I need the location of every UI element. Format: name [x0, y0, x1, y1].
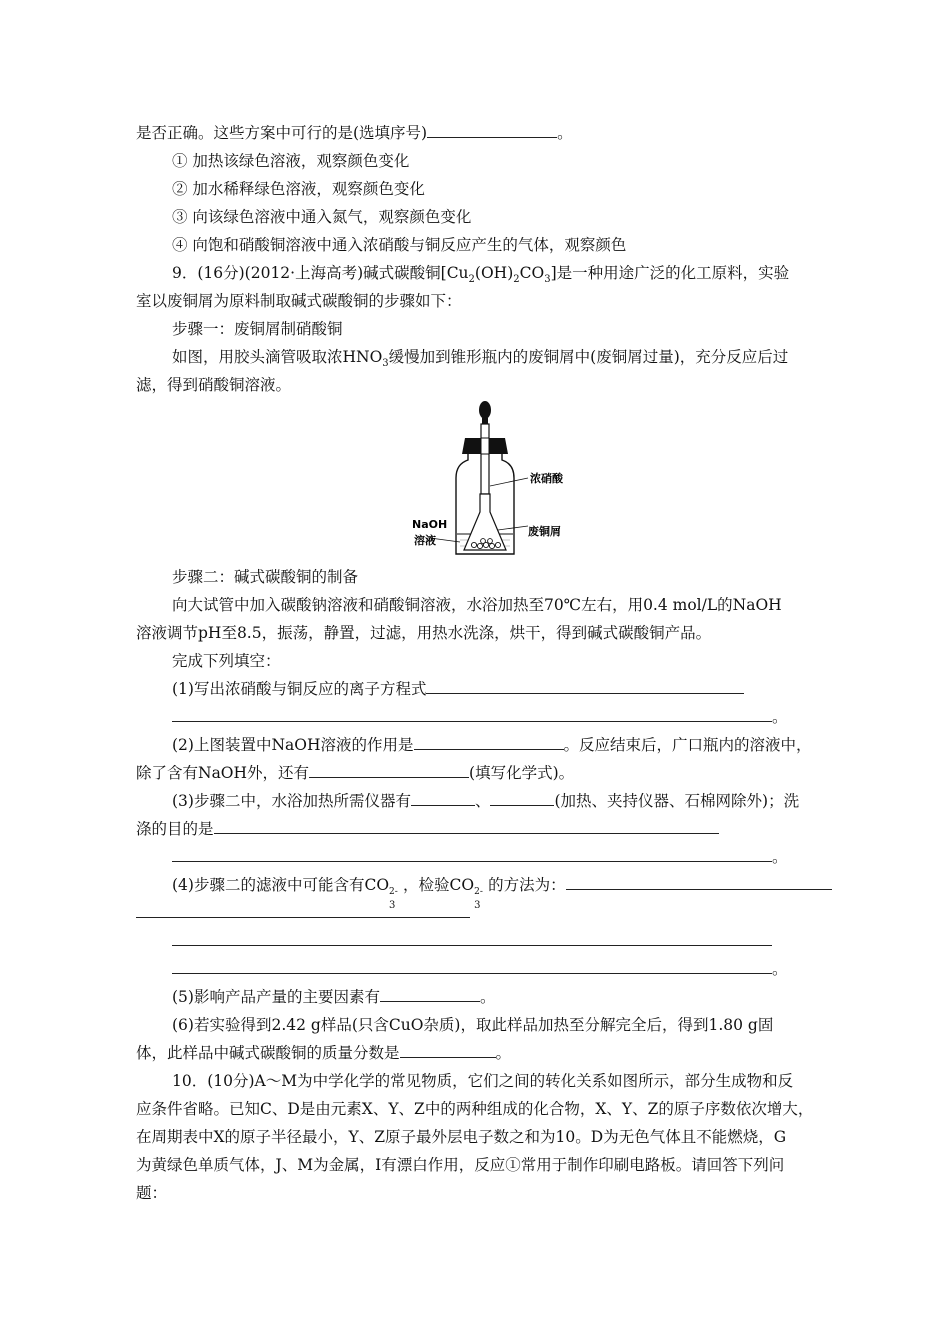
step2-line1: 向大试管中加入碳酸钠溶液和硝酸铜溶液，水浴加热至70℃左右，用0.4 mol/L的NaOH: [172, 596, 782, 614]
part3-text: 涤的目的是: [136, 820, 214, 838]
part2-text: 除了含有NaOH外，还有: [136, 764, 310, 782]
stopper-hole: [481, 438, 489, 454]
part6-line2: [136, 1043, 511, 1063]
part4-line3: [172, 931, 772, 951]
answer-blank[interactable]: [414, 735, 564, 750]
q10-line3: 在周期表中X的原子半径最小，Y、Z原子最外层电子数之和为10。D为无色气体且不能燃烧，G: [136, 1128, 787, 1146]
q8-option-3: ③ 向该绿色溶液中通入氮气，观察颜色变化: [172, 208, 472, 226]
part1-text: (1)写出浓硝酸与铜反应的离子方程式: [172, 680, 427, 698]
part3-sep: 、: [474, 792, 491, 810]
label-copper: 废铜屑: [528, 525, 561, 538]
part5-end: 。: [479, 988, 496, 1006]
step1-line1: [172, 347, 789, 370]
q10-line1: 10．(10分)A～M为中学化学的常见物质，它们之间的转化关系如图所示，部分生成物和反: [172, 1072, 794, 1090]
q10-line2: 应条件省略。已知C、D是由元素X、Y、Z中的两种组成的化合物，X、Y、Z的原子序数依次增大，: [136, 1100, 814, 1118]
q8-option-2: ② 加水稀释绿色溶液，观察颜色变化: [172, 180, 425, 198]
dropper-tube: [481, 424, 489, 494]
apparatus-figure: [410, 394, 580, 564]
part2-text: 。反应结束后，广口瓶内的溶液中，: [563, 736, 812, 754]
answer-blank[interactable]: [566, 875, 832, 890]
part4-text: ，检验CO: [403, 876, 475, 894]
part4-line4: [172, 959, 788, 979]
q8-tail-end: 。: [557, 124, 573, 142]
answer-blank[interactable]: [309, 763, 469, 778]
q8-tail-line: [136, 123, 573, 143]
part2-text: (填写化学式)。: [469, 764, 575, 782]
superscript: 2-: [389, 887, 398, 897]
answer-blank[interactable]: [172, 707, 772, 722]
leader-copper: [498, 526, 528, 530]
answer-blank[interactable]: [172, 931, 772, 946]
part3-end: 。: [772, 848, 788, 866]
part2-line1: [172, 735, 812, 755]
leader-acid: [490, 478, 528, 486]
answer-blank[interactable]: [136, 903, 470, 918]
part3-line2: [136, 819, 719, 839]
answer-blank[interactable]: [172, 847, 772, 862]
answer-blank[interactable]: [490, 791, 554, 806]
q8-option-4: ④ 向饱和硝酸铜溶液中通入浓硝酸与铜反应产生的气体，观察颜色: [172, 236, 627, 254]
subscript: 2: [513, 274, 520, 286]
label-acid: 浓硝酸: [530, 472, 563, 485]
part4-text: (4)步骤二的滤液中可能含有CO: [172, 876, 390, 894]
step2-line2: 溶液调节pH至8.5，振荡，静置，过滤，用热水洗涤，烘干，得到碱式碳酸铜产品。: [136, 624, 712, 642]
answer-blank[interactable]: [426, 679, 744, 694]
q8-option-1: ① 加热该绿色溶液，观察颜色变化: [172, 152, 410, 170]
part3-line1: [172, 791, 799, 811]
dropper-bulb: [479, 401, 491, 419]
superscript: 2-: [474, 887, 483, 897]
part1-line1: [172, 679, 744, 699]
q10-line5: 题：: [136, 1184, 168, 1202]
q9-intro-line1: [172, 263, 790, 286]
part6-line1: (6)若实验得到2.42 g样品(只含CuO杂质)，取此样品加热至分解完全后，得到1.80 g固: [172, 1016, 774, 1034]
part6-end: 。: [495, 1044, 512, 1062]
answer-blank[interactable]: [427, 123, 557, 138]
complete-prompt: 完成下列填空：: [172, 652, 281, 670]
part4-line2: [136, 903, 470, 923]
q9-intro-text: ]是一种用途广泛的化工原料，实验: [550, 264, 790, 282]
answer-blank[interactable]: [380, 987, 480, 1002]
apparatus-drawing: [410, 394, 580, 564]
q9-intro-text: (OH): [474, 264, 514, 282]
part4-line1: [172, 875, 832, 911]
subscript: 3: [474, 900, 481, 911]
answer-blank[interactable]: [411, 791, 475, 806]
step1-text: 如图，用胶头滴管吸取浓HNO: [172, 348, 383, 366]
part6-text: 体，此样品中碱式碳酸铜的质量分数是: [136, 1044, 400, 1062]
part3-text: (加热、夹持仪器、石棉网除外)；洗: [554, 792, 800, 810]
part5-text: (5)影响产品产量的主要因素有: [172, 988, 380, 1006]
subscript: 3: [389, 900, 396, 911]
part4-end: 。: [772, 960, 788, 978]
part5-line: [172, 987, 495, 1007]
q9-intro-text: 9．(16分)(2012·上海高考)碱式碳酸铜[Cu: [172, 264, 469, 282]
answer-blank[interactable]: [172, 959, 772, 974]
part2-text: (2)上图装置中NaOH溶液的作用是: [172, 736, 414, 754]
q9-intro-line2: 室以废铜屑为原料制取碱式碳酸铜的步骤如下：: [136, 292, 462, 310]
part3-line3: [172, 847, 788, 867]
label-naoh-1: NaOH: [412, 518, 448, 531]
part1-end: 。: [772, 708, 788, 726]
step1-text: 缓慢加到锥形瓶内的废铜屑中(废铜屑过量)，充分反应后过: [388, 348, 789, 366]
answer-blank[interactable]: [400, 1043, 496, 1058]
part2-line2: [136, 763, 574, 783]
dropper-neck: [482, 418, 488, 424]
part1-line2: [172, 707, 788, 727]
answer-blank[interactable]: [214, 819, 719, 834]
subscript: 3: [382, 358, 389, 370]
q10-line4: 为黄绿色单质气体，J、M为金属，I有漂白作用，反应①常用于制作印刷电路板。请回答下列问: [136, 1156, 785, 1174]
q8-tail-text: 是否正确。这些方案中可行的是(选填序号): [136, 124, 428, 142]
step1-title: 步骤一：废铜屑制硝酸铜: [172, 320, 343, 338]
step1-line2: 滤，得到硝酸铜溶液。: [136, 376, 292, 394]
part4-text: 的方法为：: [488, 876, 566, 894]
subscript: 3: [544, 274, 551, 286]
part3-text: (3)步骤二中，水浴加热所需仪器有: [172, 792, 411, 810]
label-naoh-2: 溶液: [414, 534, 436, 547]
q9-intro-text: CO: [519, 264, 545, 282]
subscript: 2: [468, 274, 475, 286]
step2-title: 步骤二：碱式碳酸铜的制备: [172, 568, 359, 586]
